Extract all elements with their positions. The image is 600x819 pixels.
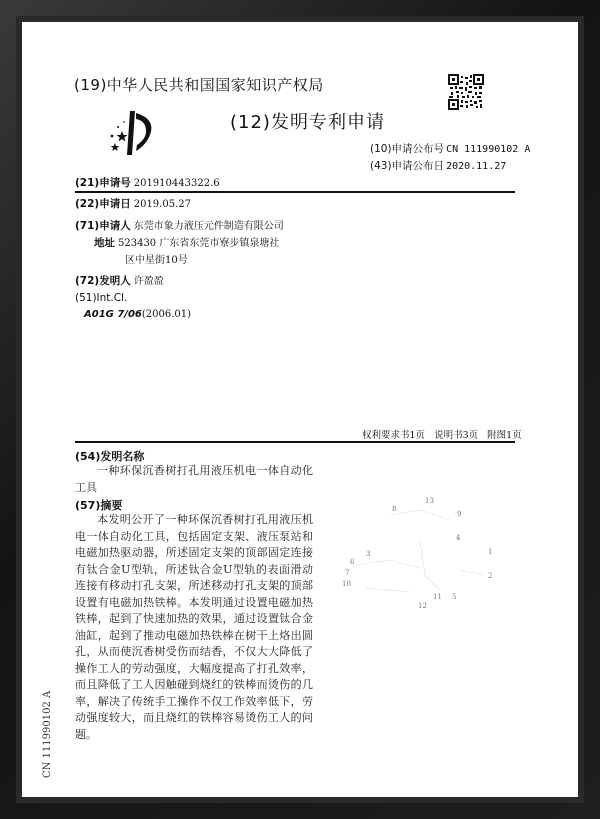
application-number-label: (21)申请号 [75,177,131,189]
filing-date-field [75,196,191,211]
figure-reference-numeral: 11 [433,593,442,601]
applicant-label: (71)申请人 [75,220,131,232]
publication-number-label: (10)申请公布号 [370,143,445,155]
figure-reference-numeral: 9 [457,510,462,518]
address-continuation [122,251,188,266]
publication-date-line [370,158,506,173]
abstract-figure [330,480,520,620]
figure-reference-numeral: 10 [342,580,351,588]
address-field [94,234,279,250]
filing-date: 2019.05.27 [133,199,191,210]
applicant-name: 东莞市象力液压元件制造有限公司 [133,221,284,232]
abstract-section-label: (57)摘要 [75,499,123,512]
ipc-code: A01G 7/06 [84,309,142,320]
figure-reference-numeral: 3 [366,550,371,558]
inventor-field [75,272,164,288]
publication-number-line [370,141,530,156]
address-line-2: 区中星街10号 [125,255,188,266]
abstract-text: 本发明公开了一种环保沉香树打孔用液压机电一体自动化工具，包括固定支架、液压泵站和电磁加热驱动器，所述固定支架的顶部固定连接有钛合金U型轨，所述钛合金U型轨的表面滑动连接有移动打孔支架，所述移动打孔支架的顶部设置有电磁加热铁棒。本发明通过设置电磁加热铁棒，起到了快速加热的效果，通过设置钛合金油缸，起到了推动电磁加热铁棒在树干上烙出圆孔，从而使沉香树受伤而结香，不仅大大降低了操作工人的劳动强度，大幅度提高了打孔效率，而且降低了工人因触碰到烧红的铁棒而烫伤的几率，解决了传统手工操作不仅工作效率低下，劳动强度较大，而且烧红的铁棒容易烫伤工人的问题。 [75,513,313,741]
figure-reference-numeral: 4 [456,534,461,542]
ipc-version: (2006.01) [141,309,192,320]
figure-reference-numeral: 2 [488,572,493,580]
document-type-title: (12)发明专利申请 [230,112,385,133]
filing-date-label: (22)申请日 [75,198,131,210]
publication-date: 2020.11.27 [446,161,507,172]
invention-title: 一种环保沉香树打孔用液压机电一体自动化工具 [75,464,313,494]
figure-reference-numeral: 12 [418,602,427,610]
ipc-classification [84,309,191,320]
figure-reference-numeral: 5 [452,593,457,601]
cnipa-logo-icon [102,109,158,157]
figure-reference-numeral: 7 [345,569,350,577]
header-divider [75,191,515,193]
publication-number: CN 111990102 A [446,144,531,155]
figure-reference-numeral: 1 [488,548,493,556]
qr-code-icon[interactable] [448,74,484,110]
patent-office-name: (19)中华人民共和国国家知识产权局 [74,76,324,94]
title-section-label: (54)发明名称 [75,450,145,463]
publication-date-label: (43)申请公布日 [370,160,445,172]
patent-page [22,22,578,797]
application-number-field [75,175,220,190]
figure-reference-numeral: 6 [350,558,355,566]
application-number: 201910443322.6 [133,178,220,189]
page-count-info: 权利要求书1页 说明书3页 附图1页 [362,430,522,441]
applicant-field [75,217,284,233]
side-publication-number: CN 111990102 A [42,690,53,778]
address-label: 地址 [94,237,115,249]
inventor-name: 许盈盈 [133,276,164,287]
ipc-field [75,292,127,304]
figure-reference-numeral: 8 [392,505,397,513]
section-divider [75,441,515,443]
address-line-1: 523430 广东省东莞市寮步镇泉塘社 [118,238,280,249]
ipc-label: (51)Int.Cl. [75,292,128,304]
figure-reference-numeral: 13 [425,497,434,505]
inventor-label: (72)发明人 [75,275,131,287]
